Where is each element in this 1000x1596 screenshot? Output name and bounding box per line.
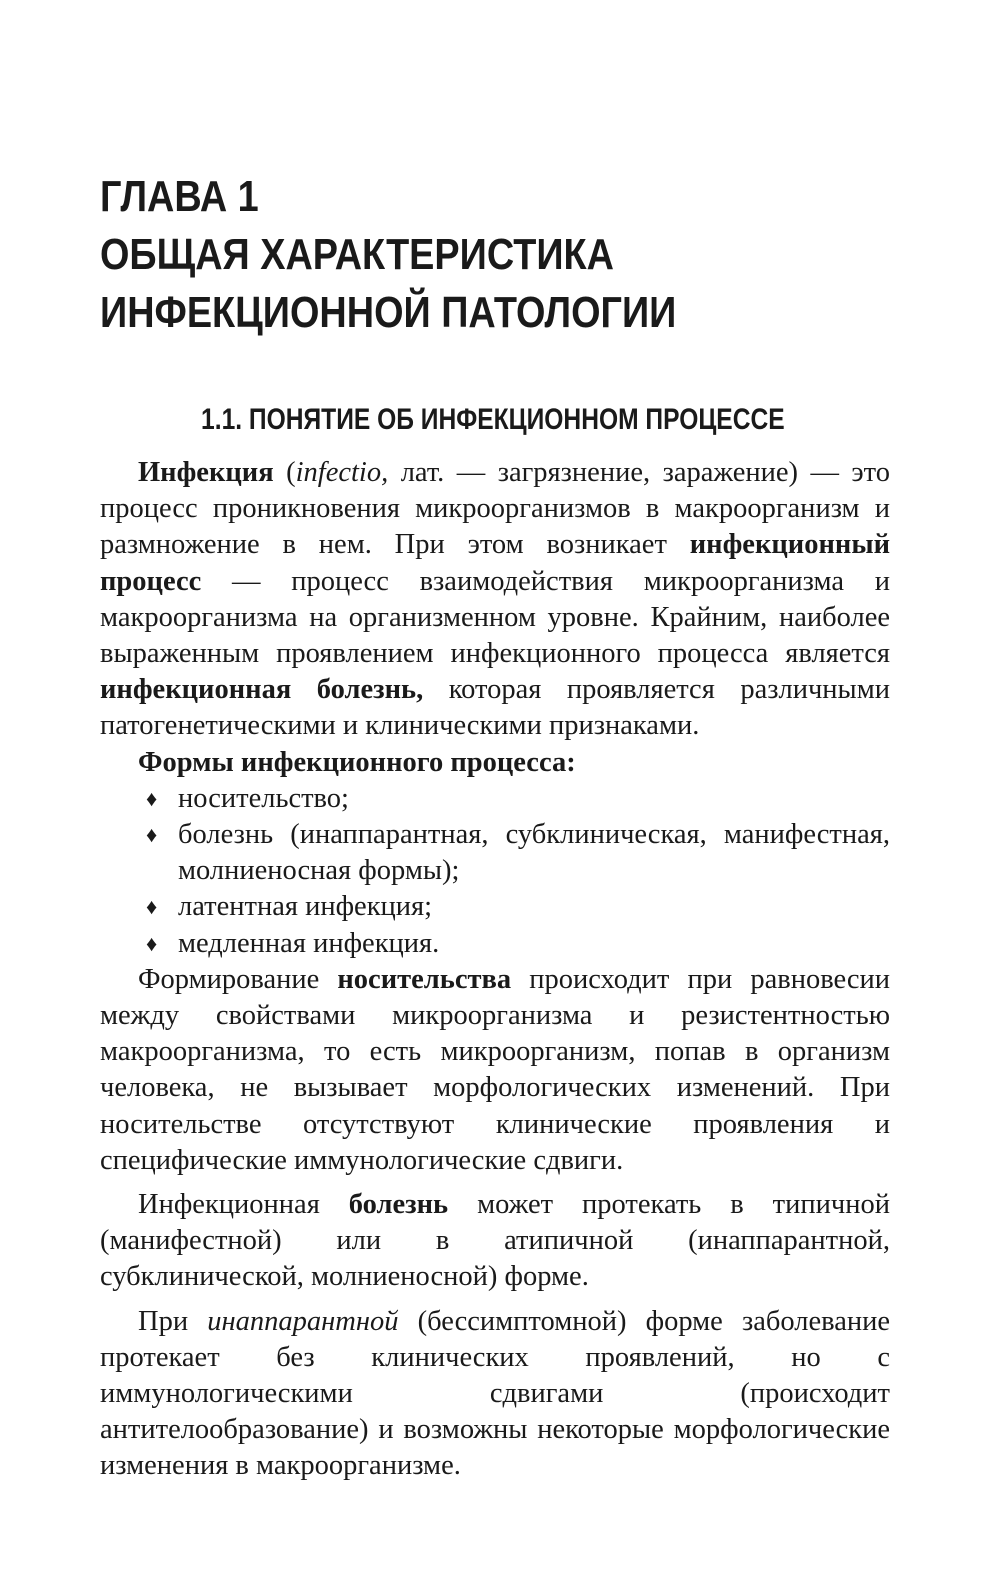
list-item: ♦ медленная инфекция.: [100, 926, 890, 962]
forms-list: [100, 781, 890, 962]
term-carriage: носительства: [337, 963, 512, 995]
paragraph-disease: Инфекционная болезнь может протекать в типичной (манифестной) или в атипичной (инаппарантной, субклинической, молниеносной) форме.: [100, 1189, 890, 1293]
diamond-bullet-icon: ♦: [146, 785, 158, 811]
list-item: ♦ носительство;: [100, 781, 890, 817]
diamond-bullet-icon: ♦: [146, 930, 158, 956]
list-item: ♦ латентная инфекция;: [100, 889, 890, 925]
term-inapparent: инаппарантной: [207, 1305, 399, 1337]
forms-heading: Формы инфекционного процесса:: [138, 746, 576, 778]
paragraph-infection: Инфекция (infectio, лат. — загрязнение, заражение) — это процесс проникновения микроорганизмов в макроорганизм и размножение в нем. При этом возникает инфекционный процесс — процесс взаимодействия микроорганизма и макроорганизма на организменном уровне. Крайним, наиболее выраженным проявлением инфекционного процесса является инфекционная болезнь, которая проявляется различными патогенетическими и клиническими признаками.: [100, 457, 890, 742]
term-infection: Инфекция: [138, 457, 274, 488]
paragraph-carriage: Формирование носительства происходит при равновесии между свойствами микроорганизма и резистентностью макроорганизма, то есть микроорганизм, попав в организм человека, не вызывает морфологических изменений. При носительстве отсутствуют клинические проявления и специфические иммунологические сдвиги.: [100, 963, 890, 1176]
term-infectious-process: инфекционный процесс: [100, 529, 890, 597]
paragraph-inapparent: При инаппарантной (бессимптомной) форме заболевание протекает без клинических проявлений, но с иммунологическими сдвигами (происходит антителообразование) и возможны некоторые морфологические изменения в макроорганизме.: [100, 1305, 890, 1482]
body-text: [100, 455, 890, 1485]
chapter-title-line-1: ОБЩАЯ ХАРАКТЕРИСТИКА: [100, 230, 614, 279]
section-title: 1.1. ПОНЯТИЕ ОБ ИНФЕКЦИОННОМ ПРОЦЕССЕ: [201, 403, 785, 436]
diamond-bullet-icon: ♦: [146, 894, 158, 920]
term-disease: болезнь: [348, 1189, 449, 1221]
chapter-heading: [100, 168, 805, 342]
chapter-number: ГЛАВА 1: [100, 172, 259, 221]
diamond-bullet-icon: ♦: [146, 822, 158, 848]
list-item: ♦ болезнь (инаппарантная, субклиническая, манифестная, молниеносная формы);: [146, 819, 890, 887]
term-infectious-disease: инфекционная болезнь,: [100, 674, 424, 706]
section-heading: [0, 400, 1000, 440]
latin-term: infectio,: [295, 457, 389, 488]
chapter-title-line-2: ИНФЕКЦИОННОЙ ПАТОЛОГИИ: [100, 288, 677, 337]
